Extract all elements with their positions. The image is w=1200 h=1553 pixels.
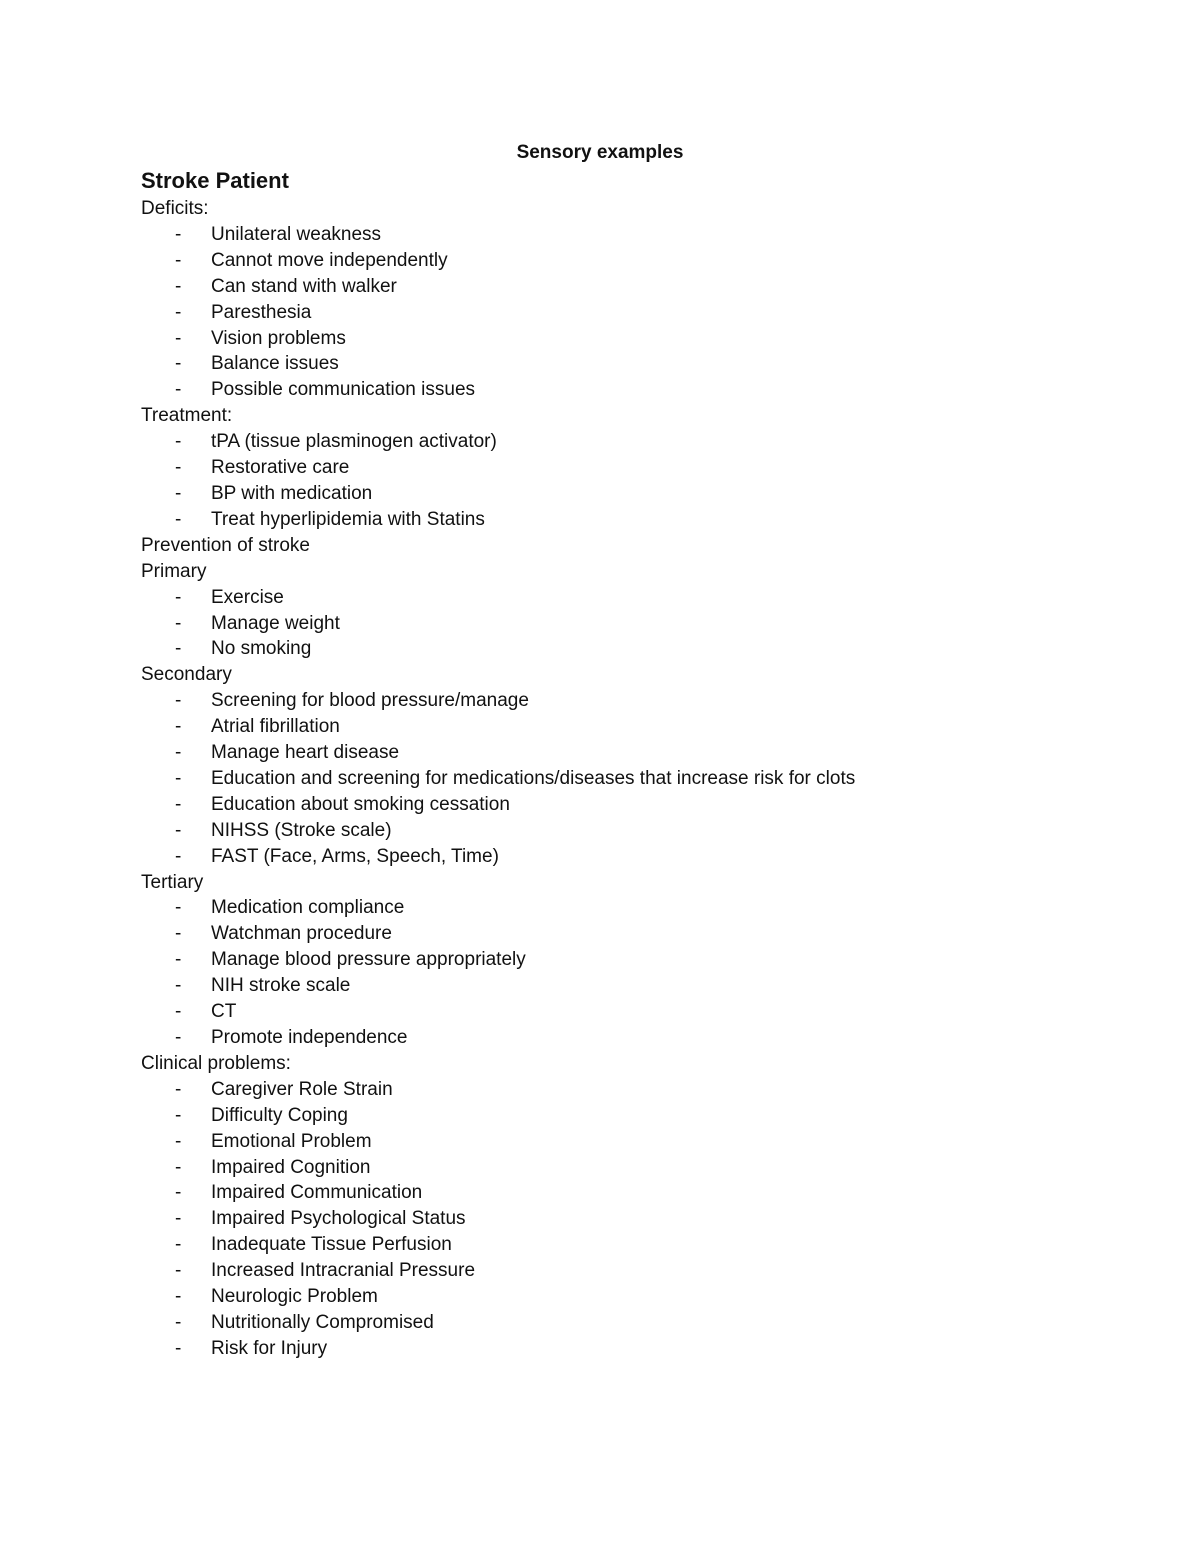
- list-item: [141, 1232, 1141, 1258]
- dash-bullet-icon: -: [175, 1337, 182, 1359]
- section-heading: Stroke Patient: [141, 168, 289, 193]
- list-item-text: Emotional Problem: [211, 1130, 372, 1152]
- list-item: [141, 688, 1141, 714]
- list-item: [141, 481, 1141, 507]
- list-item: [141, 326, 1141, 352]
- list-item: [141, 921, 1141, 947]
- dash-bullet-icon: -: [175, 690, 182, 712]
- dash-bullet-icon: -: [175, 353, 182, 375]
- list-item-text: Restorative care: [211, 457, 350, 479]
- list-item-text: BP with medication: [211, 482, 373, 504]
- dash-bullet-icon: -: [175, 1182, 182, 1204]
- dash-bullet-icon: -: [175, 1078, 182, 1100]
- dash-bullet-icon: -: [175, 275, 182, 297]
- blocks-container: [141, 196, 1141, 1362]
- list-item-text: Education and screening for medications/diseases that increase risk for clots: [211, 767, 856, 789]
- list-item-text: Possible communication issues: [211, 379, 476, 401]
- block-label: Primary: [141, 560, 207, 582]
- content-block: [141, 403, 1141, 533]
- list-item: [141, 947, 1141, 973]
- list-item-text: Manage weight: [211, 612, 340, 634]
- list-item: [141, 1336, 1141, 1362]
- dash-bullet-icon: -: [175, 923, 182, 945]
- dash-bullet-icon: -: [175, 1001, 182, 1023]
- list-item: [141, 1180, 1141, 1206]
- list-item-text: Education about smoking cessation: [211, 793, 510, 815]
- list-item-text: Increased Intracranial Pressure: [211, 1260, 476, 1282]
- list-item: [141, 611, 1141, 637]
- list-item-text: No smoking: [211, 638, 312, 660]
- dash-bullet-icon: -: [175, 1130, 182, 1152]
- list-item-text: tPA (tissue plasminogen activator): [211, 431, 497, 453]
- list-item-text: Inadequate Tissue Perfusion: [211, 1234, 452, 1256]
- list-item-text: Atrial fibrillation: [211, 716, 340, 738]
- list-item: [141, 507, 1141, 533]
- bullet-list: [141, 585, 1141, 663]
- document-content: [141, 166, 1141, 1362]
- block-label: Prevention of stroke: [141, 534, 310, 556]
- bullet-list: [141, 222, 1141, 403]
- list-item-text: Vision problems: [211, 327, 346, 349]
- dash-bullet-icon: -: [175, 612, 182, 634]
- list-item-text: Paresthesia: [211, 301, 312, 323]
- list-item: [141, 377, 1141, 403]
- dash-bullet-icon: -: [175, 1156, 182, 1178]
- list-item-text: Watchman procedure: [211, 923, 392, 945]
- block-label: Secondary: [141, 664, 232, 686]
- list-item-text: Manage heart disease: [211, 742, 400, 764]
- dash-bullet-icon: -: [175, 975, 182, 997]
- list-item: [141, 300, 1141, 326]
- dash-bullet-icon: -: [175, 482, 182, 504]
- bullet-list: [141, 1077, 1141, 1362]
- block-label: Treatment:: [141, 405, 233, 427]
- list-item: [141, 1155, 1141, 1181]
- list-item-text: Balance issues: [211, 353, 339, 375]
- list-item: [141, 844, 1141, 870]
- list-item-text: Promote independence: [211, 1027, 408, 1048]
- list-item: [141, 455, 1141, 481]
- dash-bullet-icon: -: [175, 1027, 182, 1048]
- content-block: [141, 559, 1141, 663]
- content-block: [141, 870, 1141, 1051]
- list-item: [141, 818, 1141, 844]
- list-item-text: Unilateral weakness: [211, 223, 382, 245]
- dash-bullet-icon: -: [175, 1260, 182, 1282]
- dash-bullet-icon: -: [175, 431, 182, 453]
- list-item-text: Can stand with walker: [211, 275, 397, 297]
- dash-bullet-icon: -: [175, 1104, 182, 1126]
- block-label: Clinical problems:: [141, 1052, 291, 1074]
- list-item-text: Cannot move independently: [211, 249, 448, 271]
- list-item: [141, 1103, 1141, 1129]
- dash-bullet-icon: -: [175, 638, 182, 660]
- dash-bullet-icon: -: [175, 249, 182, 271]
- list-item: [141, 1129, 1141, 1155]
- bullet-list: [141, 688, 1141, 869]
- list-item-text: Exercise: [211, 586, 284, 608]
- list-item-text: Neurologic Problem: [211, 1286, 378, 1308]
- dash-bullet-icon: -: [175, 1311, 182, 1333]
- list-item: [141, 429, 1141, 455]
- content-block: [141, 196, 1141, 403]
- dash-bullet-icon: -: [175, 767, 182, 789]
- list-item: [141, 222, 1141, 248]
- list-item: [141, 351, 1141, 377]
- dash-bullet-icon: -: [175, 716, 182, 738]
- list-item-text: Risk for Injury: [211, 1337, 328, 1359]
- list-item: [141, 585, 1141, 611]
- dash-bullet-icon: -: [175, 457, 182, 479]
- list-item: [141, 999, 1141, 1025]
- bullet-list: [141, 429, 1141, 533]
- dash-bullet-icon: -: [175, 1208, 182, 1230]
- list-item-text: Caregiver Role Strain: [211, 1078, 393, 1100]
- dash-bullet-icon: -: [175, 586, 182, 608]
- list-item-text: Treat hyperlipidemia with Statins: [211, 508, 485, 530]
- list-item: [141, 1310, 1141, 1336]
- list-item: [141, 766, 1141, 792]
- list-item: [141, 1206, 1141, 1232]
- dash-bullet-icon: -: [175, 379, 182, 401]
- list-item: [141, 274, 1141, 300]
- dash-bullet-icon: -: [175, 819, 182, 841]
- list-item-text: Difficulty Coping: [211, 1104, 348, 1126]
- dash-bullet-icon: -: [175, 845, 182, 867]
- list-item: [141, 1025, 1141, 1051]
- dash-bullet-icon: -: [175, 897, 182, 919]
- list-item-text: FAST (Face, Arms, Speech, Time): [211, 845, 499, 867]
- dash-bullet-icon: -: [175, 301, 182, 323]
- dash-bullet-icon: -: [175, 1286, 182, 1308]
- list-item: [141, 1284, 1141, 1310]
- document-title: Sensory examples: [516, 142, 684, 163]
- list-item: [141, 895, 1141, 921]
- content-block: [141, 1051, 1141, 1362]
- content-block: [141, 533, 1141, 559]
- dash-bullet-icon: -: [175, 327, 182, 349]
- block-label: Deficits:: [141, 198, 209, 219]
- dash-bullet-icon: -: [175, 793, 182, 815]
- list-item: [141, 636, 1141, 662]
- list-item-text: Manage blood pressure appropriately: [211, 949, 526, 971]
- dash-bullet-icon: -: [175, 223, 182, 245]
- bullet-list: [141, 895, 1141, 1050]
- list-item-text: NIHSS (Stroke scale): [211, 819, 392, 841]
- list-item-text: Impaired Psychological Status: [211, 1208, 466, 1230]
- list-item: [141, 1258, 1141, 1284]
- block-label: Tertiary: [141, 871, 204, 893]
- list-item-text: Impaired Cognition: [211, 1156, 371, 1178]
- list-item: [141, 792, 1141, 818]
- list-item: [141, 1077, 1141, 1103]
- dash-bullet-icon: -: [175, 508, 182, 530]
- list-item-text: Nutritionally Compromised: [211, 1311, 434, 1333]
- dash-bullet-icon: -: [175, 742, 182, 764]
- content-block: [141, 662, 1141, 869]
- list-item: [141, 714, 1141, 740]
- list-item-text: CT: [211, 1001, 237, 1023]
- list-item: [141, 740, 1141, 766]
- dash-bullet-icon: -: [175, 949, 182, 971]
- list-item: [141, 248, 1141, 274]
- list-item-text: Impaired Communication: [211, 1182, 423, 1204]
- list-item-text: Screening for blood pressure/manage: [211, 690, 529, 712]
- list-item: [141, 973, 1141, 999]
- list-item-text: Medication compliance: [211, 897, 405, 919]
- list-item-text: NIH stroke scale: [211, 975, 351, 997]
- dash-bullet-icon: -: [175, 1234, 182, 1256]
